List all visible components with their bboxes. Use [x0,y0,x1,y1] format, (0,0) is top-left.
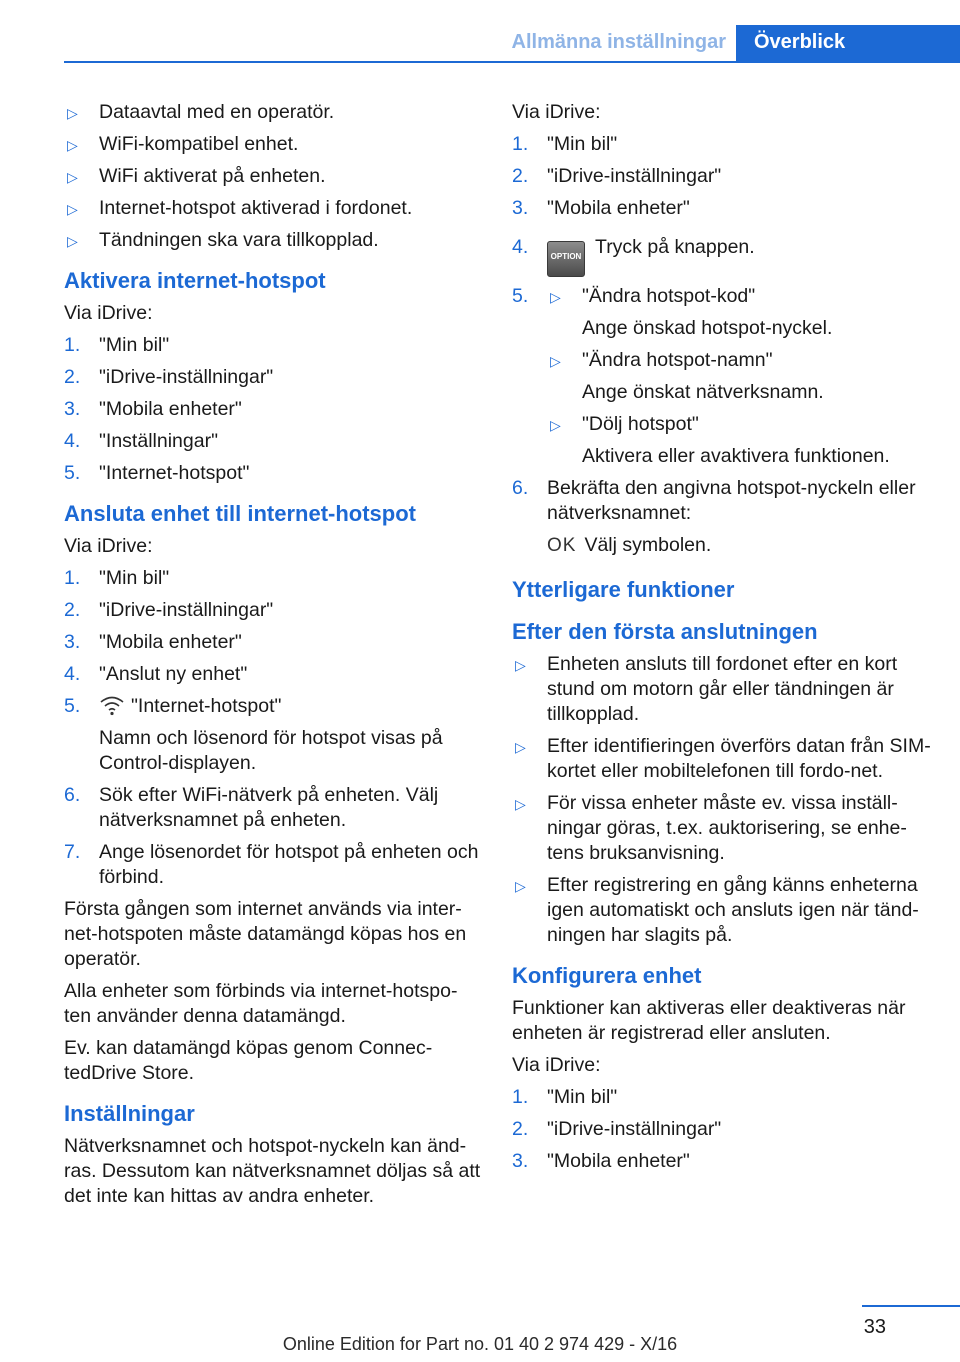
heading-settings: Inställningar [64,1101,195,1126]
bullet-marker: ▷ [515,739,526,755]
list-item: 3. "Mobila enheter" [64,398,242,420]
list-item: 5. "Internet-hotspot" Namn och lösenord för hotspot visas på Control-displayen. [64,694,484,776]
list-item: ▷ Efter registrering en gång känns enheterna igen automatiskt och ansluts igen när tänd-ningen har slagits på. [515,874,919,946]
heading-activate-hotspot: Aktivera internet-hotspot [64,268,326,293]
list-item: 7. Ange lösenordet för hotspot på enheten och förbind. [64,841,479,888]
list-item: 6. Sök efter WiFi-nätverk på enheten. Välj nätverksnamnet på enheten. [64,784,439,831]
via-idrive-text: Via iDrive: [64,302,153,324]
list-item: 1. "Min bil" [64,567,170,589]
list-item: 2. "iDrive-inställningar" [512,1118,722,1140]
bullet-marker: ▷ [515,657,526,673]
connect-steps [64,566,484,890]
list-item: 1. "Min bil" [512,1086,618,1108]
hotspot-settings-steps [512,132,932,558]
bullet-marker: ▷ [67,169,78,185]
step-note: Namn och lösenord för hotspot visas på Control-displayen. [99,727,443,774]
list-item: 1. "Min bil" [64,334,170,356]
via-idrive-text: Via iDrive: [512,101,601,123]
right-column [512,100,932,1181]
list-item: 3. "Mobila enheter" [64,631,242,653]
paragraph: Alla enheter som förbinds via internet-hotspo-ten använder denna datamängd. [64,980,458,1027]
bullet-marker: ▷ [550,289,561,305]
bullet-marker: ▷ [67,201,78,217]
configure-steps [512,1085,932,1174]
list-item: ▷ "Ändra hotspot-namn" Ange önskat nätverksnamn. [547,348,932,405]
list-item: 2. "iDrive-inställningar" [64,366,274,388]
list-item: ▷ För vissa enheter måste ev. vissa inställ-ningar göras, t.ex. auktorisering, se enhe-tens bruksanvisning. [515,792,907,864]
heading-more-functions: Ytterligare funktioner [512,577,735,602]
header-section-title: Allmänna inställningar [511,31,726,53]
list-item: 2. "iDrive-inställningar" [64,599,274,621]
activate-steps [64,333,484,486]
left-column [64,100,484,1216]
sub-options-list [547,284,932,469]
option-button-icon: OPTION [547,241,585,277]
paragraph: Funktioner kan aktiveras eller deaktiveras när enheten är registrerad eller ansluten. [512,997,906,1044]
option-note: Ange önskat nätverksnamn. [582,381,824,403]
list-item: ▷ Enheten ansluts till fordonet efter en kort stund om motorn går eller tändningen är tillkopplad. [515,653,898,725]
ok-icon: OK [547,535,577,556]
list-item: 4. "Inställningar" [64,430,218,452]
heading-configure-device: Konfigurera enhet [512,963,702,988]
paragraph: Ev. kan datamängd köpas genom Connec-tedDrive Store. [64,1037,433,1084]
bullet-marker: ▷ [67,233,78,249]
list-item: 5. "Internet-hotspot" [64,462,250,484]
list-item: 2. "iDrive-inställningar" [512,165,722,187]
requirements-list [64,100,484,253]
footer-rule [862,1305,960,1307]
heading-after-first-connection: Efter den första anslutningen [512,619,818,644]
list-item: ▷ Tändningen ska vara tillkopplad. [64,228,484,253]
list-item: 3. "Mobila enheter" [512,197,690,219]
list-item: ▷ WiFi aktiverat på enheten. [64,164,484,189]
option-note: Aktivera eller avaktivera funktionen. [582,445,890,467]
list-item: ▷ WiFi-kompatibel enhet. [64,132,484,157]
wifi-icon [99,694,125,716]
bullet-marker: ▷ [67,105,78,121]
bullet-marker: ▷ [67,137,78,153]
list-item: 4. OPTION Tryck på knappen. [512,235,932,277]
bullet-marker: ▷ [550,353,561,369]
bullet-marker: ▷ [515,878,526,894]
page-number: 33 [863,1316,886,1338]
list-item: ▷ Internet-hotspot aktiverad i fordonet. [64,196,484,221]
list-item: ▷ Dataavtal med en operatör. [64,100,484,125]
list-item: ▷ "Dölj hotspot" Aktivera eller avaktivera funktionen. [547,412,932,469]
header-tab: Överblick [736,25,960,61]
after-connection-list [512,652,932,948]
list-item: 4. "Anslut ny enhet" [64,663,248,685]
footer-edition: Online Edition for Part no. 01 40 2 974 429 - X/16 [282,1334,678,1354]
option-note: Ange önskad hotspot-nyckel. [582,317,833,339]
via-idrive-text: Via iDrive: [64,535,153,557]
bullet-marker: ▷ [515,796,526,812]
list-item: 3. "Mobila enheter" [512,1150,690,1172]
paragraph: Nätverksnamnet och hotspot-nyckeln kan änd-ras. Dessutom kan nätverksnamnet döljas så att det inte kan hittas av andra enheter. [64,1135,481,1207]
paragraph: Första gången som internet används via inter-net-hotspoten måste datamängd köpas hos en operatör. [64,898,467,970]
bullet-marker: ▷ [550,417,561,433]
via-idrive-text: Via iDrive: [512,1054,601,1076]
list-item: 1. "Min bil" [512,133,618,155]
header-rule [64,61,960,63]
heading-connect-device: Ansluta enhet till internet-hotspot [64,501,416,526]
list-item: 5. ▷ "Ändra hotspot-kod" Ange önskad hotspot-nyckel. ▷ "Ändra hotspot-namn" Ange önskat nätverksnamn. ▷ "Dölj hotspot" Aktivera eller avaktivera funktionen. [512,284,932,469]
list-item: ▷ Efter identifieringen överförs datan från SIM-kortet eller mobiltelefonen till fordo-net. [515,735,931,782]
list-item: ▷ "Ändra hotspot-kod" Ange önskad hotspot-nyckel. [547,284,932,341]
list-item: 6. Bekräfta den angivna hotspot-nyckeln eller nätverksnamnet: OK Välj symbolen. [512,477,916,556]
